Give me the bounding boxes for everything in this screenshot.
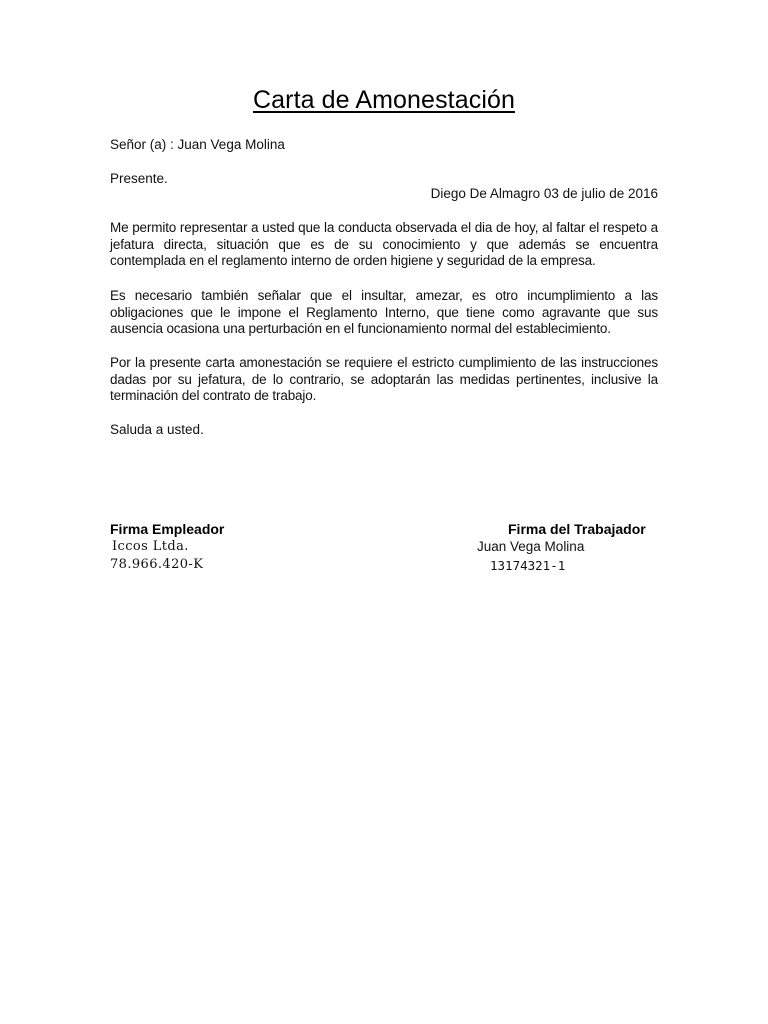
worker-id: 13174321-1 (490, 558, 566, 573)
worker-name: Juan Vega Molina (477, 539, 585, 554)
employer-id: 78.966.420-K (110, 557, 204, 572)
recipient-line: Señor (a) : Juan Vega Molina (110, 137, 285, 152)
greeting-line: Presente. (110, 171, 168, 186)
letter-title: Carta de Amonestación (253, 86, 515, 114)
paragraph-3: Por la presente carta amonestación se requiere el estricto cumplimiento de las instrucciones dadas por su jefatura, de lo contrario, se adoptarán las medidas pertinentes, inclusive la terminación del contrato de trabajo. (110, 355, 658, 404)
paragraph-1: Me permito representar a usted que la conducta observada el dia de hoy, al faltar el respeto a jefatura directa, situación que es de su conocimiento y que además se encuentra contemplada en el reglamento interno de orden higiene y seguridad de la empresa. (110, 220, 658, 269)
employer-name: Iccos Ltda. (112, 539, 189, 554)
closing-line: Saluda a usted. (110, 422, 204, 437)
worker-signature-label: Firma del Trabajador (508, 521, 646, 537)
date-line: Diego De Almagro 03 de julio de 2016 (430, 186, 658, 201)
employer-signature-label: Firma Empleador (110, 521, 225, 537)
paragraph-2: Es necesario también señalar que el insultar, amezar, es otro incumplimiento a las obligaciones que le impone el Reglamento Interno, que tiene como agravante que sus ausencia ocasiona una perturbación en el funcionamiento normal del establecimiento. (110, 288, 658, 337)
